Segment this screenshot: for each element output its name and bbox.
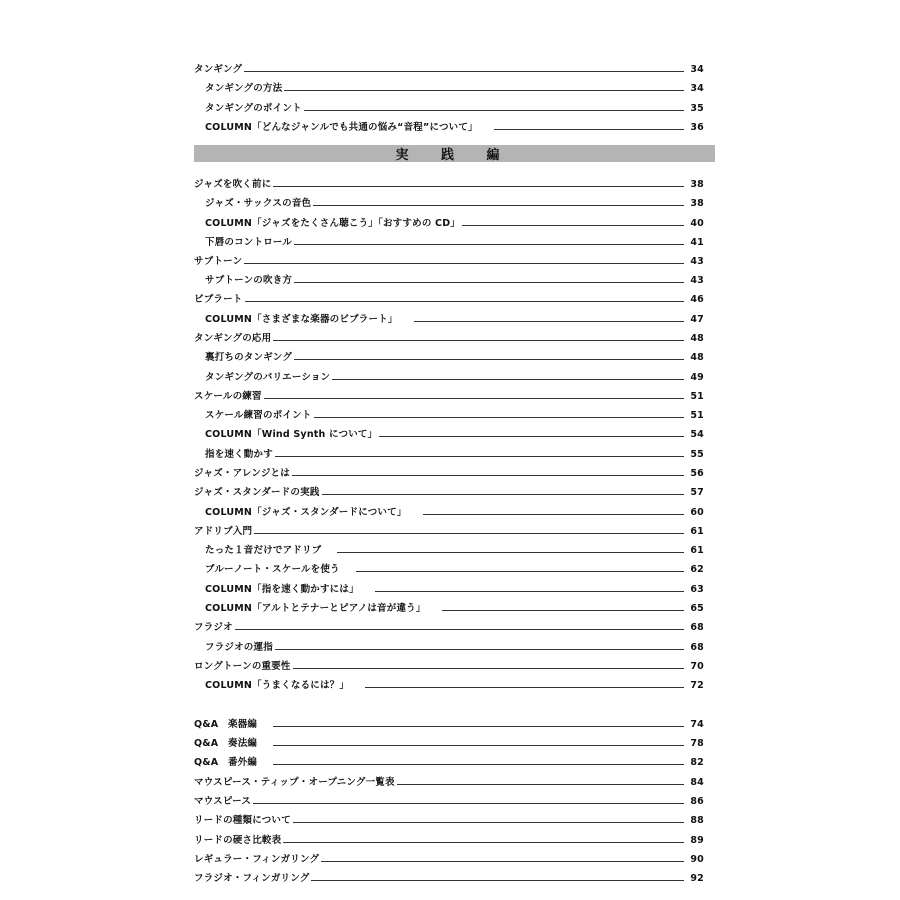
toc-entry-title: マウスピース・ティップ・オープニング一覧表 — [194, 777, 395, 788]
toc-entry — [194, 76, 704, 94]
toc-entry-title: Q&A 楽器編 — [194, 719, 258, 730]
toc-entry — [194, 365, 704, 383]
toc-leader-line — [332, 378, 684, 380]
section-heading: 実 践 編 — [194, 145, 715, 162]
toc-entry-title: たった１音だけでアドリブ — [205, 545, 322, 556]
toc-leader-line — [442, 609, 684, 611]
toc-entry — [194, 789, 704, 807]
toc-leader-line — [273, 763, 684, 765]
toc-leader-line — [293, 667, 684, 669]
toc-entry-title: フラジオの運指 — [205, 642, 273, 653]
toc-leader-line — [397, 783, 684, 785]
toc-page-number: 90 — [690, 854, 704, 865]
toc-leader-line — [294, 358, 684, 360]
toc-entry-title: COLUMN「うまくなるには？」 — [205, 680, 350, 691]
toc-leader-line — [365, 686, 684, 688]
toc-page-number: 68 — [690, 642, 704, 653]
toc-page-number: 55 — [690, 449, 704, 460]
toc-page-number: 89 — [690, 835, 704, 846]
toc-entry — [194, 635, 704, 653]
toc-leader-line — [273, 339, 684, 341]
toc-entry — [194, 96, 704, 114]
toc-entry-title: ジャズ・サックスの音色 — [205, 198, 312, 209]
toc-entry-title: タンギング — [194, 64, 243, 75]
toc-leader-line — [304, 109, 684, 111]
toc-entry — [194, 172, 704, 190]
toc-leader-line — [275, 455, 684, 457]
toc-entry-title: スケールの練習 — [194, 391, 262, 402]
toc-page-number: 57 — [690, 487, 704, 498]
toc-leader-line — [273, 185, 684, 187]
toc-entry-title: COLUMN「指を速く動かすには」 — [205, 584, 359, 595]
toc-entry — [194, 268, 704, 286]
toc-leader-line — [423, 513, 684, 515]
toc-page-number: 92 — [690, 873, 704, 884]
toc-entry-title: タンギングの方法 — [205, 83, 283, 94]
toc-entry-title: サブトーン — [194, 256, 243, 267]
toc-page-number: 61 — [690, 545, 704, 556]
toc-leader-line — [254, 532, 684, 534]
toc-entry-title: 下唇のコントロール — [205, 237, 293, 248]
toc-entry-title: フラジオ・フィンガリング — [194, 873, 310, 884]
toc-page-number: 47 — [690, 314, 704, 325]
toc-entry — [194, 500, 704, 518]
toc-leader-line — [337, 551, 684, 553]
toc-page-number: 62 — [690, 564, 704, 575]
toc-page-number: 36 — [690, 122, 704, 133]
toc-page-number: 68 — [690, 622, 704, 633]
toc-entry-title: タンギングのバリエーション — [205, 372, 331, 383]
toc-entry — [194, 211, 704, 229]
toc-entry — [194, 847, 704, 865]
toc-leader-line — [314, 416, 684, 418]
toc-entry — [194, 191, 704, 209]
toc-entry-title: ジャズ・スタンダードの実践 — [194, 487, 320, 498]
toc-entry — [194, 249, 704, 267]
toc-page-number: 60 — [690, 507, 704, 518]
toc-page-number: 38 — [690, 179, 704, 190]
toc-entry — [194, 307, 704, 325]
toc-entry-title: COLUMN「さまざまな楽器のビブラート」 — [205, 314, 398, 325]
toc-entry-title: マウスピース — [194, 796, 252, 807]
toc-entry — [194, 345, 704, 363]
toc-leader-line — [275, 648, 684, 650]
toc-entry-title: サブトーンの吹き方 — [205, 275, 293, 286]
toc-entry-title: COLUMN「Wind Synth について」 — [205, 429, 378, 440]
toc-leader-line — [245, 300, 684, 302]
toc-leader-line — [244, 262, 684, 264]
toc-entry-title: COLUMN「ジャズ・スタンダードについて」 — [205, 507, 407, 518]
toc-entry — [194, 519, 704, 537]
toc-entry-title: フラジオ — [194, 622, 233, 633]
toc-entry-title: タンギングの応用 — [194, 333, 272, 344]
toc-entry — [194, 808, 704, 826]
toc-entry-title: ジャズ・アレンジとは — [194, 468, 290, 479]
toc-entry — [194, 422, 704, 440]
toc-entry-title: ビブラート — [194, 294, 243, 305]
toc-leader-line — [284, 89, 684, 91]
toc-leader-line — [375, 590, 684, 592]
toc-page-number: 74 — [690, 719, 704, 730]
toc-entry — [194, 538, 704, 556]
toc-leader-line — [253, 802, 684, 804]
toc-page-number: 46 — [690, 294, 704, 305]
toc-entry-title: ロングトーンの重要性 — [194, 661, 291, 672]
toc-page-number: 43 — [690, 256, 704, 267]
toc-leader-line — [322, 493, 684, 495]
toc-entry — [194, 750, 704, 768]
toc-page-number: 51 — [690, 391, 704, 402]
toc-page-number: 65 — [690, 603, 704, 614]
toc-leader-line — [494, 128, 684, 130]
toc-entry-title: アドリブ入門 — [194, 526, 253, 537]
toc-entry — [194, 230, 704, 248]
toc-page-number: 38 — [690, 198, 704, 209]
toc-entry — [194, 828, 704, 846]
toc-page-number: 88 — [690, 815, 704, 826]
toc-entry — [194, 384, 704, 402]
toc-page-number: 49 — [690, 372, 704, 383]
toc-entry-title: Q&A 番外編 — [194, 757, 258, 768]
toc-entry — [194, 442, 704, 460]
toc-entry-title: 指を速く動かす — [205, 449, 273, 460]
toc-page-number: 54 — [690, 429, 704, 440]
toc-leader-line — [293, 821, 684, 823]
toc-page-number: 61 — [690, 526, 704, 537]
toc-leader-line — [273, 725, 684, 727]
toc-entry-title: リードの硬さ比較表 — [194, 835, 282, 846]
toc-page-number: 78 — [690, 738, 704, 749]
toc-entry-title: 裏打ちのタンギング — [205, 352, 293, 363]
toc-page-number: 70 — [690, 661, 704, 672]
toc-entry-title: タンギングのポイント — [205, 103, 302, 114]
toc-page-number: 82 — [690, 757, 704, 768]
toc-page-number: 72 — [690, 680, 704, 691]
toc-entry — [194, 557, 704, 575]
toc-leader-line — [292, 474, 684, 476]
toc-page-number: 56 — [690, 468, 704, 479]
toc-leader-line — [379, 435, 684, 437]
toc-page-number: 48 — [690, 352, 704, 363]
toc-entry — [194, 57, 704, 75]
toc-entry-title: COLUMN「ジャズをたくさん聴こう」「おすすめの CD」 — [205, 218, 461, 229]
toc-leader-line — [294, 243, 684, 245]
toc-page-number: 86 — [690, 796, 704, 807]
toc-leader-line — [311, 879, 684, 881]
toc-entry — [194, 731, 704, 749]
toc-page-number: 40 — [690, 218, 704, 229]
toc-leader-line — [235, 628, 684, 630]
toc-page-number: 34 — [690, 83, 704, 94]
toc-entry — [194, 480, 704, 498]
toc-entry — [194, 866, 704, 884]
toc-leader-line — [244, 70, 684, 72]
toc-leader-line — [313, 204, 684, 206]
toc-entry-title: スケール練習のポイント — [205, 410, 312, 421]
toc-entry — [194, 596, 704, 614]
toc-entry — [194, 115, 704, 133]
toc-page-number: 51 — [690, 410, 704, 421]
toc-entry — [194, 673, 704, 691]
toc-entry-title: リードの種類について — [194, 815, 291, 826]
toc-entry-title: COLUMN「アルトとテナーとピアノは音が違う」 — [205, 603, 426, 614]
toc-leader-line — [294, 281, 684, 283]
toc-entry-title: ジャズを吹く前に — [194, 179, 272, 190]
toc-leader-line — [356, 570, 684, 572]
toc-page-number: 34 — [690, 64, 704, 75]
toc-entry — [194, 712, 704, 730]
toc-page-number: 48 — [690, 333, 704, 344]
toc-leader-line — [414, 320, 684, 322]
toc-entry — [194, 770, 704, 788]
toc-page-number: 41 — [690, 237, 704, 248]
toc-entry-title: Q&A 奏法編 — [194, 738, 258, 749]
toc-leader-line — [273, 744, 684, 746]
toc-page-number: 63 — [690, 584, 704, 595]
toc-entry-title: ブルーノート・スケールを使う — [205, 564, 340, 575]
toc-leader-line — [264, 397, 684, 399]
toc-entry-title: レギュラー・フィンガリング — [194, 854, 320, 865]
toc-page-number: 43 — [690, 275, 704, 286]
toc-entry — [194, 615, 704, 633]
toc-entry — [194, 461, 704, 479]
toc-leader-line — [321, 860, 684, 862]
toc-leader-line — [462, 224, 684, 226]
toc-entry — [194, 577, 704, 595]
toc-entry — [194, 654, 704, 672]
toc-page-number: 84 — [690, 777, 704, 788]
toc-entry — [194, 403, 704, 421]
toc-entry — [194, 326, 704, 344]
toc-leader-line — [283, 841, 684, 843]
toc-page-number: 35 — [690, 103, 704, 114]
toc-entry-title: COLUMN「どんなジャンルでも共通の悩み“音程”について」 — [205, 122, 478, 133]
toc-entry — [194, 287, 704, 305]
